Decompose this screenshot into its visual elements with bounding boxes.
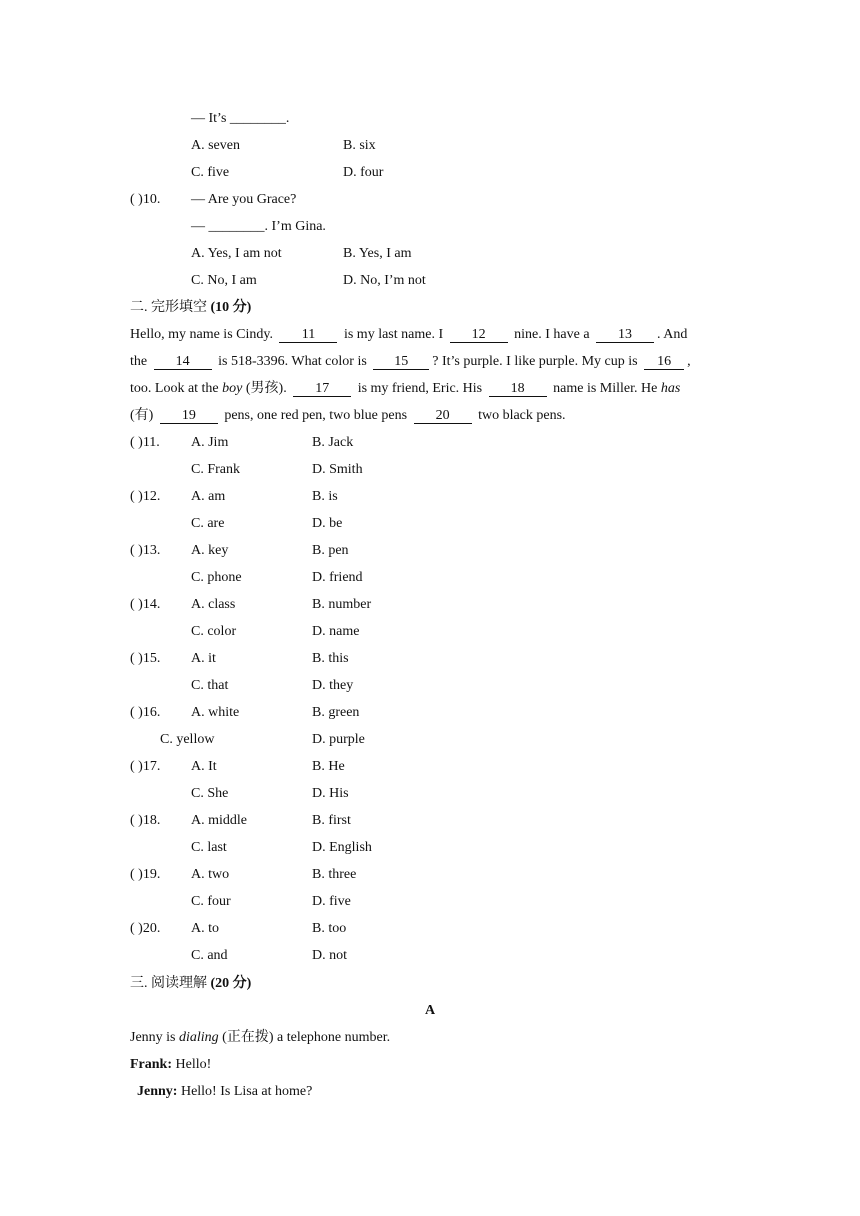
cloze-19-paren: ( )19. — [130, 867, 161, 882]
cloze-20-option-d: D. not — [312, 948, 347, 963]
q10-paren: ( )10. — [130, 192, 161, 207]
blank-19[interactable]: 19 — [160, 408, 218, 424]
cloze-12-option-a: A. am — [191, 489, 226, 504]
passage-line-4: (有) 19 pens, one red pen, two blue pens 20 two black pens. — [130, 408, 566, 423]
cloze-15-paren: ( )15. — [130, 651, 161, 666]
blank-12[interactable]: 12 — [450, 327, 508, 343]
cloze-20-option-a: A. to — [191, 921, 219, 936]
cloze-17-option-d: D. His — [312, 786, 349, 801]
cloze-17-paren: ( )17. — [130, 759, 161, 774]
section-3-heading: 三. 阅读理解 (20 分) — [130, 976, 252, 991]
q9-option-d: D. four — [343, 165, 384, 180]
cloze-12-option-d: D. be — [312, 516, 343, 531]
cloze-14-option-c: C. color — [191, 624, 237, 639]
cloze-17-option-b: B. He — [312, 759, 345, 774]
cloze-17-option-c: C. She — [191, 786, 229, 801]
q10-option-c: C. No, I am — [191, 273, 257, 288]
q9-option-c: C. five — [191, 165, 230, 180]
cloze-20-paren: ( )20. — [130, 921, 161, 936]
blank-16[interactable]: 16 — [644, 354, 684, 370]
cloze-15-option-b: B. this — [312, 651, 349, 666]
cloze-14-option-d: D. name — [312, 624, 360, 639]
cloze-12-option-c: C. are — [191, 516, 225, 531]
cloze-15-option-c: C. that — [191, 678, 229, 693]
blank-17[interactable]: 17 — [293, 381, 351, 397]
blank-20[interactable]: 20 — [414, 408, 472, 424]
blank-15[interactable]: 15 — [373, 354, 429, 370]
cloze-16-option-b: B. green — [312, 705, 360, 720]
q10-prompt: — Are you Grace? — [191, 192, 297, 207]
q10-option-b: B. Yes, I am — [343, 246, 412, 261]
cloze-11-paren: ( )11. — [130, 435, 160, 450]
cloze-18-option-d: D. English — [312, 840, 372, 855]
cloze-11-option-b: B. Jack — [312, 435, 354, 450]
cloze-14-option-a: A. class — [191, 597, 236, 612]
cloze-19-option-a: A. two — [191, 867, 230, 882]
reading-heading: A — [424, 1003, 436, 1018]
cloze-11-option-c: C. Frank — [191, 462, 240, 477]
cloze-13-option-c: C. phone — [191, 570, 242, 585]
q9-option-b: B. six — [343, 138, 376, 153]
cloze-20-option-b: B. too — [312, 921, 347, 936]
blank-18[interactable]: 18 — [489, 381, 547, 397]
cloze-16-paren: ( )16. — [130, 705, 161, 720]
q10-option-a: A. Yes, I am not — [191, 246, 282, 261]
cloze-16-option-c: C. yellow — [160, 732, 215, 747]
passage-line-2: the 14 is 518-3396. What color is 15 ? It’s purple. I like purple. My cup is 16 , — [130, 354, 691, 369]
cloze-19-option-b: B. three — [312, 867, 357, 882]
cloze-18-option-a: A. middle — [191, 813, 247, 828]
cloze-11-option-a: A. Jim — [191, 435, 229, 450]
cloze-18-option-c: C. last — [191, 840, 227, 855]
cloze-13-paren: ( )13. — [130, 543, 161, 558]
reading-intro: Jenny is dialing (正在拨) a telephone number. — [130, 1030, 391, 1045]
blank-13[interactable]: 13 — [596, 327, 654, 343]
dialogue-line-1: Frank: Hello! — [130, 1057, 212, 1072]
cloze-17-option-a: A. It — [191, 759, 217, 774]
cloze-13-option-b: B. pen — [312, 543, 349, 558]
cloze-15-option-d: D. they — [312, 678, 354, 693]
cloze-11-option-d: D. Smith — [312, 462, 363, 477]
passage-line-3: too. Look at the boy (男孩). 17 is my friend, Eric. His 18 name is Miller. He has — [130, 381, 681, 396]
cloze-19-option-c: C. four — [191, 894, 231, 909]
blank-11[interactable]: 11 — [279, 327, 337, 343]
passage-line-1: Hello, my name is Cindy. 11 is my last name. I 12 nine. I have a 13 . And — [130, 327, 688, 342]
cloze-13-option-a: A. key — [191, 543, 229, 558]
cloze-13-option-d: D. friend — [312, 570, 363, 585]
cloze-14-option-b: B. number — [312, 597, 372, 612]
q9-response: — It’s ________. — [191, 111, 290, 126]
q10-option-d: D. No, I’m not — [343, 273, 426, 288]
q9-option-a: A. seven — [191, 138, 240, 153]
section-2-heading: 二. 完形填空 (10 分) — [130, 300, 252, 315]
cloze-14-paren: ( )14. — [130, 597, 161, 612]
cloze-12-option-b: B. is — [312, 489, 338, 504]
cloze-19-option-d: D. five — [312, 894, 351, 909]
cloze-15-option-a: A. it — [191, 651, 216, 666]
cloze-18-option-b: B. first — [312, 813, 351, 828]
cloze-12-paren: ( )12. — [130, 489, 161, 504]
blank-14[interactable]: 14 — [154, 354, 212, 370]
cloze-16-option-d: D. purple — [312, 732, 365, 747]
cloze-16-option-a: A. white — [191, 705, 240, 720]
cloze-20-option-c: C. and — [191, 948, 228, 963]
dialogue-line-2: Jenny: Hello! Is Lisa at home? — [137, 1084, 313, 1099]
q10-response: — ________. I’m Gina. — [191, 219, 326, 234]
cloze-18-paren: ( )18. — [130, 813, 161, 828]
